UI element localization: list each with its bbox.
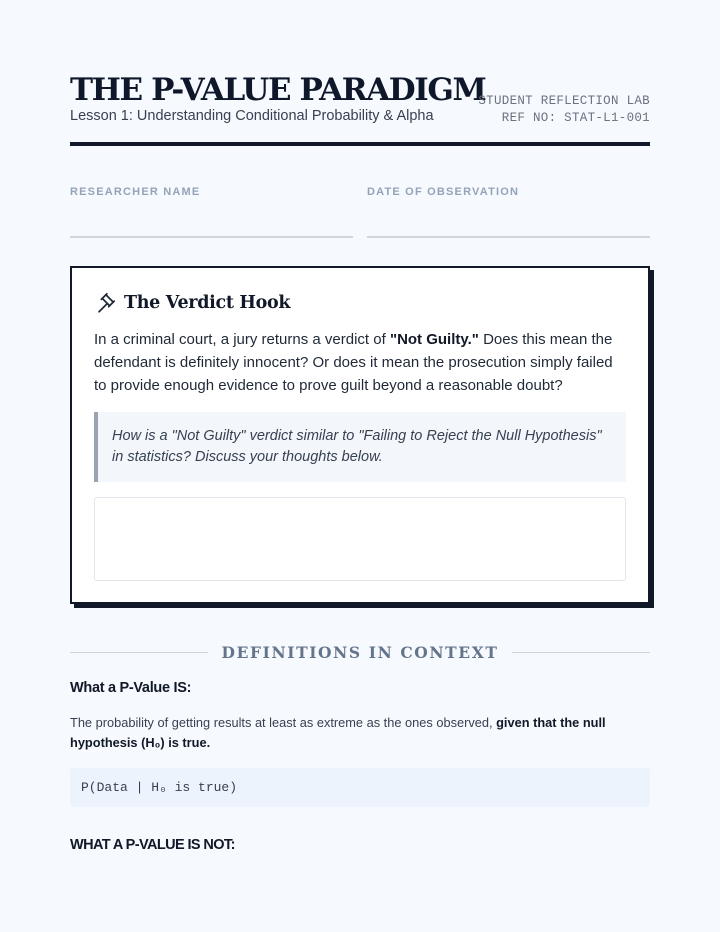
verdict-hook-title: The Verdict Hook	[124, 293, 291, 313]
lab-meta	[478, 93, 650, 127]
ref-number: REF NO: STAT-L1-001	[501, 111, 650, 125]
verdict-text-emphasis: "Not Guilty."	[389, 331, 479, 348]
pvalue-definition	[70, 713, 650, 753]
observation-date-input[interactable]	[367, 236, 650, 238]
pvalue-definition-start: The probability of getting results at least as extreme as the ones observed,	[70, 715, 497, 730]
observation-date-label: DATE OF OBSERVATION	[367, 186, 520, 198]
pvalue-definition-emphasis: given that the null hypothesis (H₀) is true.	[70, 715, 606, 750]
lab-label: STUDENT REFLECTION LAB	[478, 94, 650, 108]
page-title: THE P-VALUE PARADIGM	[70, 72, 486, 108]
verdict-text-end: Does this mean the defendant is definitely innocent? Or does it mean the prosecution simply failed to provide enough evidence to prove guilt beyond a reasonable doubt?	[94, 331, 613, 394]
section-divider-right	[512, 652, 650, 653]
researcher-name-input[interactable]	[70, 236, 353, 238]
worksheet-header	[70, 70, 650, 146]
researcher-name-field	[70, 186, 353, 198]
reflection-answer-box[interactable]	[94, 497, 626, 581]
definitions-section-title: DEFINITIONS IN CONTEXT	[221, 642, 499, 662]
section-divider-left	[70, 652, 208, 653]
pvalue-formula: P(Data | H₀ is true)	[70, 768, 650, 807]
pvalue-is-heading: What a P-Value IS:	[70, 680, 192, 696]
lesson-subtitle: Lesson 1: Understanding Conditional Probability & Alpha	[70, 108, 434, 124]
pvalue-is-not-heading: WHAT A P-VALUE IS NOT:	[70, 837, 235, 853]
verdict-hook-card	[70, 266, 650, 604]
definitions-section-header	[70, 641, 650, 663]
verdict-hook-text	[94, 328, 628, 397]
gavel-icon	[94, 292, 116, 314]
verdict-text-start: In a criminal court, a jury returns a verdict of	[94, 331, 390, 348]
researcher-name-label: RESEARCHER NAME	[70, 186, 201, 198]
verdict-hook-header	[94, 292, 290, 314]
observation-date-field	[367, 186, 650, 198]
reflection-prompt: How is a "Not Guilty" verdict similar to "Failing to Reject the Null Hypothesis" in statistics? Discuss your thoughts below.	[94, 412, 626, 482]
